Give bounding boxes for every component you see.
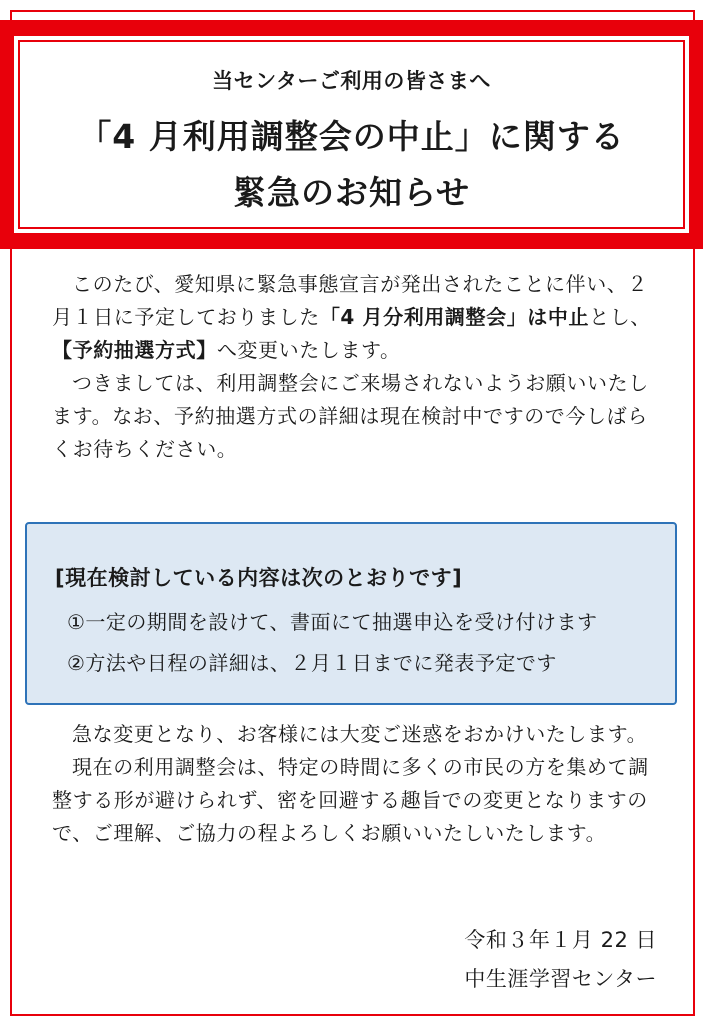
- info-item-1: ①一定の期間を設けて、書面にて抽選申込を受け付けます: [67, 610, 598, 634]
- intro-section: [52, 268, 664, 466]
- info-box-heading: [現在検討している内容は次のとおりです]: [55, 566, 463, 590]
- intro-paragraph-2: つきましては、利用調整会にご来場されないようお願いいたします。なお、予約抽選方式の詳細は現在検討中ですので今しばらくお待ちください。: [52, 371, 649, 461]
- cancelled-event-label: 「4 月分利用調整会」は中止: [319, 305, 590, 329]
- header-box: [14, 36, 689, 233]
- lottery-method-label: 【予約抽選方式】: [52, 338, 217, 362]
- info-box: [25, 522, 677, 705]
- intro-text-2: とし、: [589, 305, 651, 329]
- notice-date: 令和３年１月 22 日: [464, 928, 657, 952]
- intro-text-3: へ変更いたします。: [216, 338, 401, 362]
- header-subtitle: 当センターご利用の皆さまへ: [212, 69, 491, 93]
- closing-section: [52, 718, 664, 850]
- info-item-2: ②方法や日程の詳細は、２月１日までに発表予定です: [67, 651, 557, 675]
- notice-title-line2: 緊急のお知らせ: [232, 173, 470, 212]
- intro-paragraph-1: [52, 268, 664, 367]
- issuing-organization: 中生涯学習センター: [464, 967, 657, 991]
- closing-paragraph-2: 現在の利用調整会は、特定の時間に多くの市民の方を集めて調整する形が避けられず、密を回避する趣旨での変更となりますので、ご理解、ご協力の程よろしくお願いいたしいたします。: [52, 755, 649, 845]
- closing-paragraph-1: 急な変更となり、お客様には大変ご迷惑をおかけいたします。: [72, 722, 648, 746]
- header-banner: [0, 20, 703, 249]
- intro-text-1: このたび、愛知県に緊急事態宣言が発出されたことに伴い、２月１日に予定しておりました: [52, 272, 648, 329]
- notice-title: [14, 109, 689, 221]
- notice-title-line1: 「4 月利用調整会の中止」に関する: [78, 117, 625, 156]
